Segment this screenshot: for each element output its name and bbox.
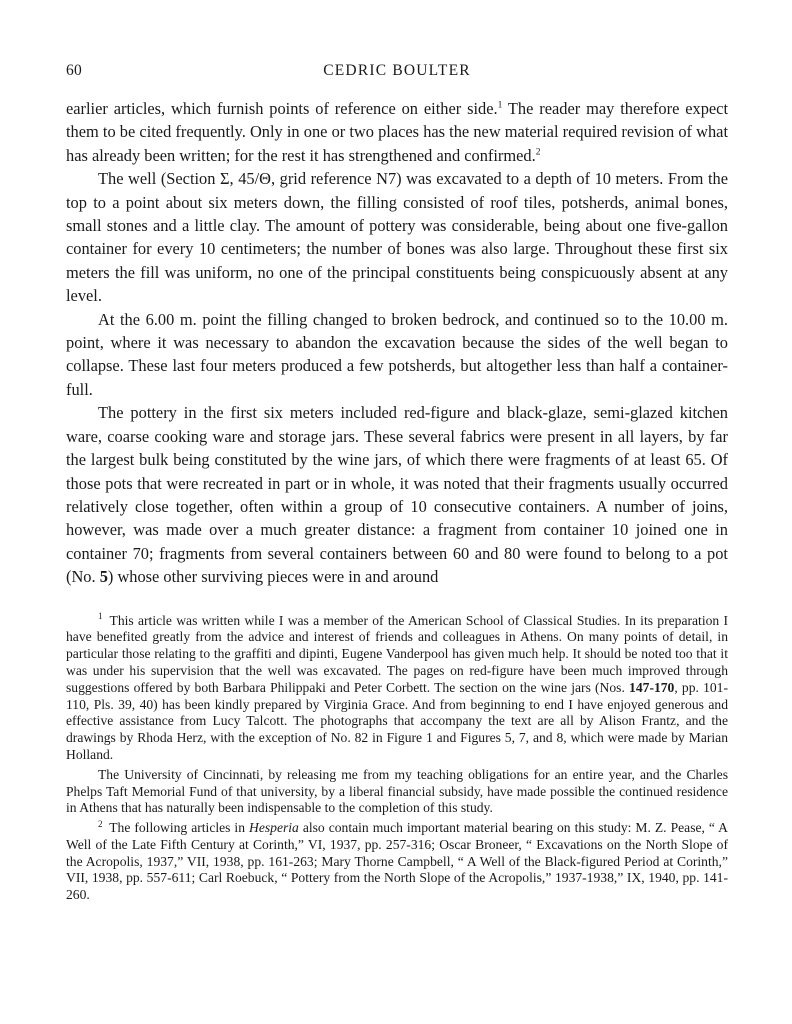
footnote-1-continuation: The University of Cincinnati, by releasing me from my teaching obligations for an entire year, and the Charles Phelps Taft Memorial Fund of that university, by a liberal financial subsidy, have made possible the continued residence in Athens that has naturally been indispensable to the completion of this study. <box>66 766 728 816</box>
footnote-2-text: The following articles in <box>105 820 249 836</box>
footnote-1-text-cont: , pp. 101-110, Pls. 39, 40) has been kindly prepared by Virginia Grace. And from beginning to end I have enjoyed generous and effective assistance from Lucy Talcott. The photographs that accompany the text are all by Alison Frantz, and the drawings by Rhoda Herz, with the exception of No. 82 in Figure 1 and Figures 5, 7, and 8, which were made by Marian Holland. <box>66 679 729 762</box>
paragraph-1-text: earlier articles, which furnish points of reference on either side. <box>66 99 498 118</box>
paragraph-1-text-cont: The reader may therefore expect them to be cited frequently. Only in one or two places has the new material required revision of what has already been written; for the rest it has strengthened and confirmed. <box>66 99 728 165</box>
paragraph-2: The well (Section Σ, 45/Θ, grid reference N7) was excavated to a depth of 10 meters. From the top to a point about six meters down, the filling consisted of roof tiles, potsherds, animal bones, small stones and a little clay. The amount of pottery was considerable, being about one five-gallon container for every 10 centimeters; the number of bones was also large. Throughout these first six meters the fill was uniform, no one of the principal constituents being conspicuously absent at any level. <box>66 169 728 306</box>
footnote-ref-2[interactable]: 2 <box>535 147 541 158</box>
footnote-1-bold-range: 147-170 <box>629 679 675 695</box>
body-text <box>66 97 728 589</box>
running-title: CEDRIC BOULTER <box>323 62 471 79</box>
footnote-2-text-cont: also contain much important material bearing on this study: M. Z. Pease, “ A Well of the Late Fifth Century at Corinth,” VI, 1937, pp. 257-316; Oscar Broneer, “ Excavations on the North Slope of the Acropolis, 1937,” VII, 1938, pp. 161-263; Mary Thorne Campbell, “ A Well of the Black-figured Period at Corinth,” VII, 1938, pp. 557-611; Carl Roebuck, “ Pottery from the North Slope of the Acropolis,” 1937-1938,” IX, 1940, pp. 141-260. <box>66 820 728 903</box>
paragraph-1 <box>66 97 728 167</box>
footnote-1-text: This article was written while I was a member of the American School of Classical Studies. In its preparation I have benefited greatly from the advice and interest of friends and colleagues in Athens. On many points of detail, in particular those relating to the graffiti and dipinti, Eugene Vanderpool has given much help. It should be noted too that it was under his supervision that the well was excavated. The pages on red-figure have been much improved through suggestions offered by both Barbara Philippaki and Peter Corbett. The section on the wine jars (Nos. <box>66 612 728 695</box>
journal-title: Hesperia <box>249 820 299 836</box>
footnote-1 <box>66 613 728 764</box>
footnote-2 <box>66 820 728 904</box>
page <box>66 62 728 907</box>
paragraph-3: At the 6.00 m. point the filling changed to broken bedrock, and continued so to the 10.00 m. point, where it was necessary to abandon the excavation because the sides of the well began to collapse. These last four meters produced a few potsherds, but altogether less than half a container-full. <box>66 309 728 399</box>
paragraph-4 <box>66 401 728 588</box>
paragraph-4-text-cont: ) whose other surviving pieces were in and around <box>107 567 439 587</box>
page-number: 60 <box>66 62 83 79</box>
footnote-1-mark: 1 <box>98 611 103 621</box>
running-head <box>66 62 728 86</box>
paragraph-4-text: The pottery in the first six meters included red-figure and black-glaze, semi-glazed kitchen ware, coarse cooking ware and storage jars. These several fabrics were present in all layers, by far the largest bulk being constituted by the wine jars, of which there were fragments of at least 65. Of those pots that were recreated in part or in whole, it was noted that their fragments usually occurred relatively close together, often within a group of 10 consecutive containers. A number of joins, however, was made over a much greater distance: a fragment from container 10 joined one in container 70; fragments from several containers between 60 and 80 were found to belong to a pot (No. <box>66 403 728 587</box>
footnotes <box>66 613 728 905</box>
footnote-ref-1[interactable]: 1 <box>497 100 503 111</box>
pot-number-ref: 5 <box>99 567 108 587</box>
footnote-2-mark: 2 <box>98 818 103 829</box>
